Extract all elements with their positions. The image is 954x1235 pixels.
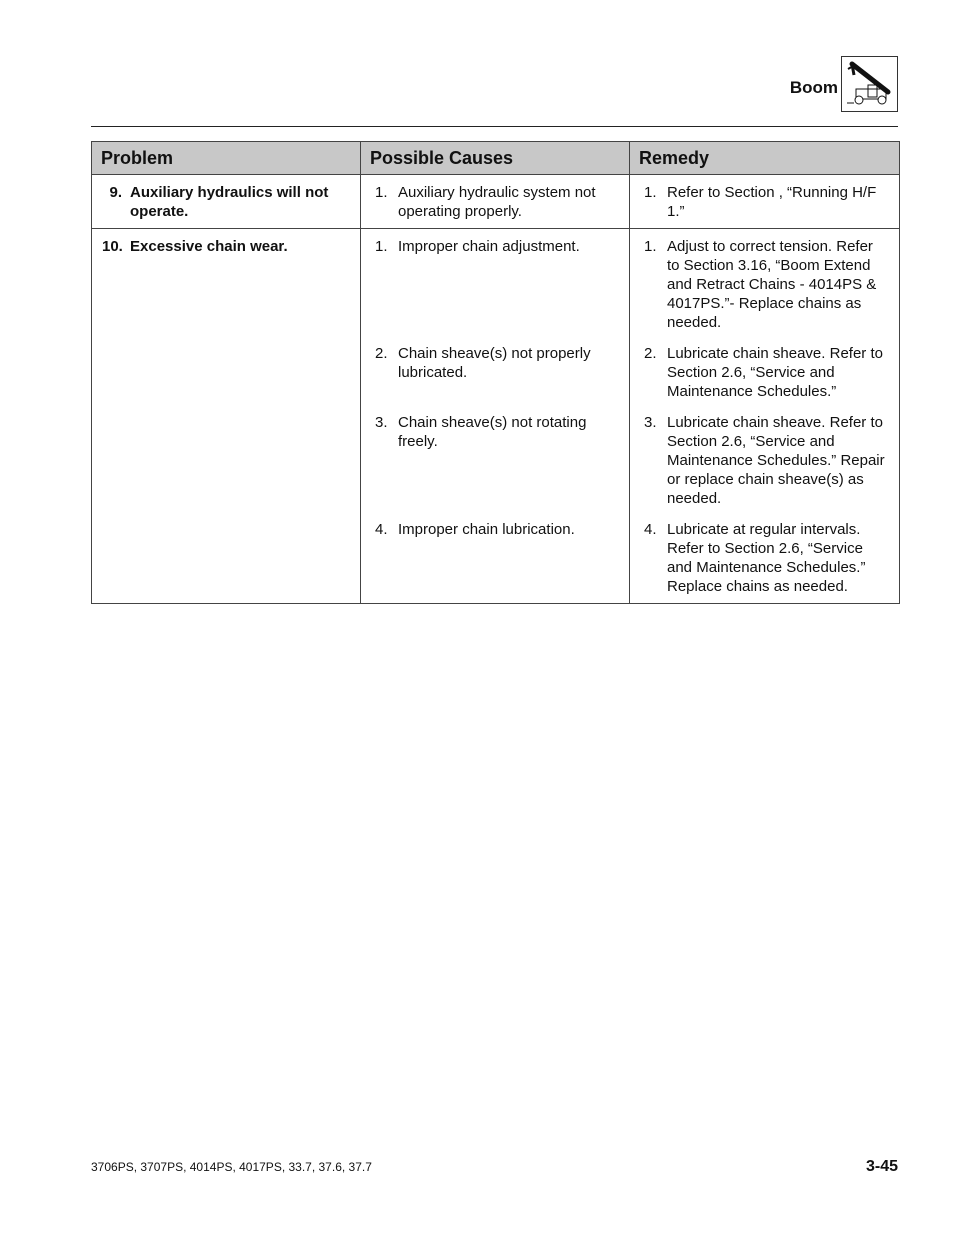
remedy-item <box>640 237 889 332</box>
remedy-text: Refer to Section , “Running H/F 1.” <box>667 184 877 220</box>
remedy-text: Lubricate chain sheave. Refer to Section 2.6, “Service and Maintenance Schedules.” <box>667 345 883 400</box>
problem-number: 10. <box>102 238 123 255</box>
table-row <box>92 175 900 229</box>
remedy-item <box>640 413 889 508</box>
remedy-text: Lubricate chain sheave. Refer to Section 2.6, “Service and Maintenance Schedules.” Repair or replace chain sheave(s) as needed. <box>667 414 885 507</box>
problem-cell <box>92 229 361 604</box>
causes-cell <box>361 175 630 229</box>
cause-text: Improper chain adjustment. <box>398 238 580 255</box>
problem-number: 9. <box>109 184 122 201</box>
remedy-text: Adjust to correct tension. Refer to Section 3.16, “Boom Extend and Retract Chains - 4014PS & 4017PS.”- Replace chains as needed. <box>667 238 877 331</box>
header-divider <box>91 126 898 127</box>
cause-text: Auxiliary hydraulic system not operating properly. <box>398 184 596 220</box>
remedy-number: 4. <box>644 521 657 538</box>
cause-number: 1. <box>375 184 388 201</box>
cause-number: 1. <box>375 238 388 255</box>
cause-item <box>371 237 619 332</box>
remedy-number: 3. <box>644 414 657 431</box>
problem-text: Excessive chain wear. <box>130 238 288 255</box>
boom-telehandler-icon <box>841 56 898 112</box>
section-title: Boom <box>789 78 838 97</box>
cause-text: Chain sheave(s) not rotating freely. <box>398 414 587 450</box>
cause-number: 2. <box>375 345 388 362</box>
troubleshooting-table <box>91 141 900 604</box>
footer-model-list: 3706PS, 3707PS, 4014PS, 4017PS, 33.7, 37.6, 37.7 <box>91 1160 372 1174</box>
cause-text: Improper chain lubrication. <box>398 521 575 538</box>
remedy-number: 1. <box>644 184 657 201</box>
remedy-number: 1. <box>644 238 657 255</box>
cause-item <box>371 344 619 401</box>
causes-cell <box>361 229 630 604</box>
remedy-item <box>640 344 889 401</box>
remedy-text: Lubricate at regular intervals. Refer to Section 2.6, “Service and Maintenance Schedules.” Replace chains as needed. <box>667 521 866 595</box>
cause-text: Chain sheave(s) not properly lubricated. <box>398 345 591 381</box>
problem-item <box>102 237 350 256</box>
column-header-remedy: Remedy <box>630 142 900 175</box>
page-number: 3-45 <box>865 1158 898 1175</box>
cause-number: 3. <box>375 414 388 431</box>
problem-item <box>102 183 350 221</box>
remedy-item <box>640 520 889 596</box>
problem-cell <box>92 175 361 229</box>
remedy-cell <box>630 229 900 604</box>
cause-item <box>371 520 619 539</box>
column-header-problem: Problem <box>92 142 361 175</box>
remedy-cell <box>630 175 900 229</box>
cause-item <box>371 183 619 221</box>
cause-item <box>371 413 619 508</box>
remedy-item <box>640 183 889 221</box>
table-header-row <box>92 142 900 175</box>
table-row <box>92 229 900 604</box>
remedy-number: 2. <box>644 345 657 362</box>
column-header-causes: Possible Causes <box>361 142 630 175</box>
cause-number: 4. <box>375 521 388 538</box>
problem-text: Auxiliary hydraulics will not operate. <box>130 184 329 220</box>
